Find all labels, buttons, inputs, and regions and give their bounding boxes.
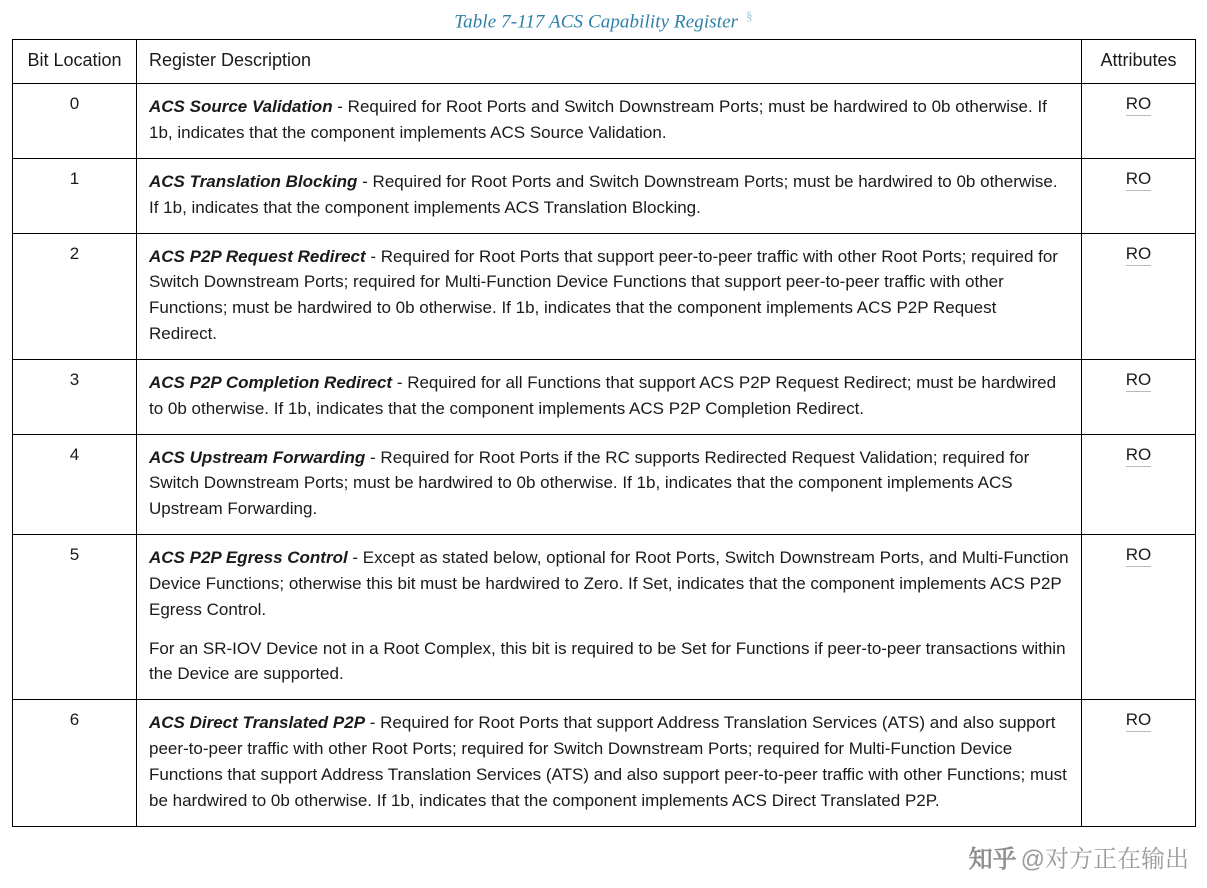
bit-location-cell: 2 bbox=[13, 233, 137, 359]
watermark bbox=[969, 839, 1189, 874]
attribute-value: RO bbox=[1126, 710, 1152, 732]
section-mark-icon: § bbox=[746, 8, 753, 23]
table-row bbox=[13, 700, 1196, 826]
register-term: ACS P2P Completion Redirect bbox=[149, 372, 393, 392]
column-header-bit-location: Bit Location bbox=[13, 40, 137, 84]
table-header bbox=[13, 40, 1196, 84]
bit-location-cell: 3 bbox=[13, 359, 137, 434]
register-term: ACS Upstream Forwarding bbox=[149, 447, 366, 467]
bit-location-cell: 6 bbox=[13, 700, 137, 826]
table-row bbox=[13, 359, 1196, 434]
register-description-cell bbox=[137, 434, 1082, 534]
column-header-attributes: Attributes bbox=[1082, 40, 1196, 84]
description-text: - Required for Root Ports that support peer-to-peer traffic with other Root Ports; required for Switch Downstream Ports; required for Multi-Function Device Functions that support peer-to-peer traffic with other Functions; must be hardwired to 0b otherwise. If 1b, indicates that the component implements ACS P2P Request Redirect. bbox=[149, 246, 1058, 344]
register-description-cell bbox=[137, 700, 1082, 826]
description-text: - Required for Root Ports and Switch Downstream Ports; must be hardwired to 0b otherwise. If 1b, indicates that the component implements ACS Translation Blocking. bbox=[149, 171, 1058, 217]
attribute-cell bbox=[1082, 700, 1196, 826]
attribute-value: RO bbox=[1126, 169, 1152, 191]
description-text: - Required for all Functions that support ACS P2P Request Redirect; must be hardwired to 0b otherwise. If 1b, indicates that the component implements ACS P2P Completion Redirect. bbox=[149, 372, 1057, 418]
zhihu-logo: 知乎 bbox=[968, 846, 1017, 873]
description-text: - Required for Root Ports and Switch Downstream Ports; must be hardwired to 0b otherwise. If 1b, indicates that the component implements ACS Source Validation. bbox=[149, 97, 1047, 143]
attribute-cell bbox=[1082, 84, 1196, 159]
attribute-value: RO bbox=[1126, 370, 1152, 392]
register-description-cell bbox=[137, 359, 1082, 434]
description-paragraph: For an SR-IOV Device not in a Root Complex, this bit is required to be Set for Functions if peer-to-peer transactions within the Device are supported. bbox=[149, 638, 1066, 684]
register-description-cell bbox=[137, 233, 1082, 359]
description-paragraph bbox=[149, 710, 1069, 813]
attribute-cell bbox=[1082, 359, 1196, 434]
register-description-cell bbox=[137, 158, 1082, 233]
description-paragraph bbox=[149, 244, 1069, 347]
bit-location-cell: 5 bbox=[13, 535, 137, 700]
bit-location-cell: 0 bbox=[13, 84, 137, 159]
table-header-row bbox=[13, 40, 1196, 84]
attribute-cell bbox=[1082, 535, 1196, 700]
register-term: ACS Translation Blocking bbox=[149, 171, 358, 191]
bit-location-cell: 1 bbox=[13, 158, 137, 233]
column-header-register-description: Register Description bbox=[137, 40, 1082, 84]
attribute-cell bbox=[1082, 158, 1196, 233]
bit-location-cell: 4 bbox=[13, 434, 137, 534]
attribute-cell bbox=[1082, 434, 1196, 534]
watermark-text: @对方正在输出 bbox=[1020, 846, 1189, 873]
description-text: - Required for Root Ports if the RC supports Redirected Request Validation; required for Switch Downstream Ports; must be hardwired to 0b otherwise. If 1b, indicates that the component implements ACS Upstream Forwarding. bbox=[149, 447, 1030, 519]
table-body bbox=[13, 84, 1196, 826]
acs-capability-register-table bbox=[12, 39, 1196, 826]
table-row bbox=[13, 233, 1196, 359]
table-caption-text: Table 7-117 ACS Capability Register bbox=[454, 11, 739, 33]
attribute-cell bbox=[1082, 233, 1196, 359]
register-term: ACS P2P Egress Control bbox=[149, 548, 348, 568]
description-text: - Required for Root Ports that support Address Translation Services (ATS) and also support peer-to-peer traffic with other Root Ports; required for Switch Downstream Ports; required for Multi-Function Device Functions that support Address Translation Services (ATS) and also support peer-to-peer traffic with other Functions; must be hardwired to 0b otherwise. If 1b, indicates that the component implements ACS Direct Translated P2P. bbox=[149, 713, 1067, 810]
table-caption bbox=[0, 0, 1207, 39]
attribute-value: RO bbox=[1126, 94, 1152, 116]
attribute-value: RO bbox=[1126, 244, 1152, 266]
register-term: ACS P2P Request Redirect bbox=[149, 246, 366, 266]
attribute-value: RO bbox=[1126, 545, 1152, 567]
register-term: ACS Direct Translated P2P bbox=[149, 713, 366, 733]
register-description-cell bbox=[137, 84, 1082, 159]
table-row bbox=[13, 158, 1196, 233]
description-text: - Except as stated below, optional for Root Ports, Switch Downstream Ports, and Multi-Function Device Functions; otherwise this bit must be hardwired to Zero. If Set, indicates that the component implements ACS P2P Egress Control. bbox=[149, 548, 1069, 619]
table-row bbox=[13, 84, 1196, 159]
table-row bbox=[13, 434, 1196, 534]
description-paragraph bbox=[149, 545, 1069, 622]
attribute-value: RO bbox=[1126, 445, 1152, 467]
table-row bbox=[13, 535, 1196, 700]
description-paragraph bbox=[149, 169, 1069, 221]
description-paragraph bbox=[149, 445, 1069, 522]
description-paragraph bbox=[149, 370, 1069, 422]
register-term: ACS Source Validation bbox=[149, 97, 333, 117]
description-paragraph bbox=[149, 94, 1069, 146]
register-description-cell bbox=[137, 535, 1082, 700]
